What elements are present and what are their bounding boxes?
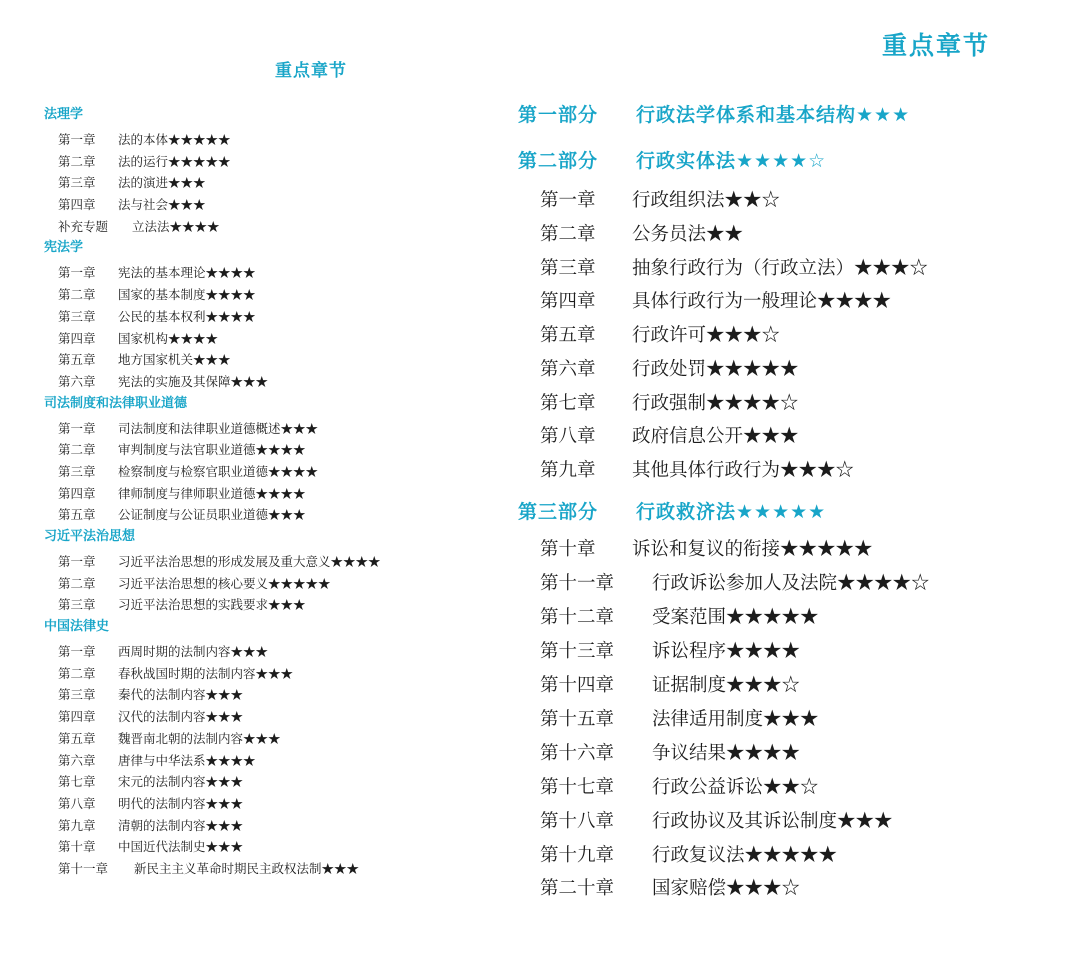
chapter-title: 公民的基本权利★★★★: [118, 308, 256, 324]
right-page-title: 重点章节: [881, 31, 990, 60]
list-item: [44, 418, 504, 440]
list-item: [540, 387, 799, 421]
chapter-title: 国家的基本制度★★★★: [118, 287, 256, 303]
list-item: [540, 353, 799, 387]
list-item: [44, 439, 504, 461]
chapter-title: 法律适用制度★★★: [652, 709, 819, 730]
list-item: [44, 328, 504, 350]
list-item: [44, 750, 504, 772]
list-item: [540, 184, 780, 218]
list-item: [44, 836, 504, 858]
list-item: [44, 504, 504, 526]
chapter-number: 第五章: [58, 507, 96, 523]
chapter-title: 法的演进★★★: [118, 175, 206, 191]
chapter-title: 宋元的法制内容★★★: [118, 774, 244, 790]
chapter-title: 抽象行政行为（行政立法）★★★☆: [632, 258, 929, 279]
chapter-number: 第二章: [58, 665, 96, 681]
chapter-title: 行政复议法★★★★★: [652, 845, 838, 866]
chapter-number: 第三章: [58, 687, 96, 703]
list-item: [44, 349, 504, 371]
list-item: [44, 262, 504, 284]
list-item: [540, 669, 800, 703]
part-heading-3: [518, 497, 826, 524]
section-items-xi-rule-of-law: [44, 551, 504, 616]
section-items-constitution: [44, 262, 504, 392]
part-title: 行政实体法★★★★☆: [636, 150, 827, 172]
chapter-number: 第三章: [58, 597, 96, 613]
chapter-title: 公证制度与公证员职业道德★★★: [118, 507, 306, 523]
chapter-title: 诉讼程序★★★★: [652, 641, 801, 662]
list-item: [44, 793, 504, 815]
list-item: [44, 306, 504, 328]
list-item: [44, 284, 504, 306]
chapter-title: 国家赔偿★★★☆: [652, 878, 801, 899]
chapter-title: 审判制度与法官职业道德★★★★: [118, 442, 306, 458]
chapter-number: 第一章: [58, 420, 96, 436]
section-heading-chinese-legal-history: 中国法律史: [44, 619, 110, 635]
list-item: [44, 641, 504, 663]
section-items-jurisprudence: [44, 129, 504, 237]
chapter-number: 第二章: [58, 575, 96, 591]
chapter-number: 第二章: [540, 224, 596, 245]
chapter-number: 第十七章: [540, 777, 615, 798]
chapter-number: 第三章: [540, 258, 596, 279]
list-item: [44, 706, 504, 728]
chapter-title: 具体行政行为一般理论★★★★: [632, 291, 892, 312]
chapter-title: 公务员法★★: [632, 224, 744, 245]
chapter-title: 行政公益诉讼★★☆: [652, 777, 819, 798]
chapter-title: 秦代的法制内容★★★: [118, 687, 244, 703]
list-item: [540, 533, 873, 567]
chapter-number: 第二章: [58, 442, 96, 458]
chapter-number: 补充专题: [58, 218, 109, 234]
section-heading-xi-rule-of-law: 习近平法治思想: [44, 529, 136, 544]
chapter-number: 第十三章: [540, 641, 615, 662]
chapter-title: 法的运行★★★★★: [118, 153, 231, 169]
list-item: [540, 839, 837, 873]
section-items-chinese-legal-history: [44, 641, 504, 880]
list-item: [44, 151, 504, 173]
chapter-number: 第十四章: [540, 675, 615, 696]
chapter-title: 行政协议及其诉讼制度★★★: [652, 811, 893, 832]
list-item: [44, 858, 504, 880]
list-item: [44, 216, 504, 238]
chapter-title: 政府信息公开★★★: [632, 426, 799, 447]
chapter-number: 第十章: [58, 839, 96, 855]
chapter-title: 其他具体行政行为★★★☆: [632, 460, 855, 481]
chapter-title: 新民主主义革命时期民主政权法制★★★: [134, 860, 360, 876]
list-item: [540, 805, 893, 839]
chapter-number: 第十一章: [540, 573, 615, 594]
part-heading-1: [518, 100, 910, 127]
chapter-number: 第九章: [540, 460, 596, 481]
chapter-title: 明代的法制内容★★★: [118, 795, 244, 811]
list-item: [44, 172, 504, 194]
chapter-number: 第三章: [58, 175, 96, 191]
list-item: [44, 194, 504, 216]
part-heading-2: [518, 146, 826, 173]
chapter-number: 第二十章: [540, 878, 615, 899]
chapter-number: 第九章: [58, 817, 96, 833]
list-item: [44, 771, 504, 793]
chapter-title: 宪法的基本理论★★★★: [118, 265, 256, 281]
list-item: [540, 872, 800, 906]
chapter-title: 证据制度★★★☆: [652, 675, 801, 696]
chapter-number: 第一章: [58, 644, 96, 660]
chapter-number: 第四章: [58, 330, 96, 346]
left-page: [0, 0, 510, 966]
chapter-number: 第四章: [58, 485, 96, 501]
chapter-number: 第二章: [58, 287, 96, 303]
list-item: [540, 420, 799, 454]
chapter-number: 第三章: [58, 308, 96, 324]
chapter-number: 第十六章: [540, 743, 615, 764]
chapter-number: 第八章: [540, 426, 596, 447]
chapter-number: 第十九章: [540, 845, 615, 866]
section-items-judicial-system: [44, 418, 504, 526]
chapter-title: 习近平法治思想的核心要义★★★★★: [118, 575, 331, 591]
part-title: 行政救济法★★★★★: [636, 501, 827, 523]
list-item: [540, 601, 819, 635]
chapter-title: 清朝的法制内容★★★: [118, 817, 244, 833]
list-item: [44, 728, 504, 750]
chapter-title: 行政处罚★★★★★: [632, 359, 799, 380]
list-item: [540, 635, 800, 669]
chapter-number: 第四章: [58, 709, 96, 725]
chapter-title: 法的本体★★★★★: [118, 132, 231, 147]
list-item: [44, 371, 504, 393]
list-item: [540, 454, 854, 488]
list-item: [540, 703, 819, 737]
chapter-title: 唐律与中华法系★★★★: [118, 752, 256, 768]
section-heading-judicial-system: 司法制度和法律职业道德: [44, 395, 188, 411]
list-item: [44, 129, 504, 151]
chapter-title: 习近平法治思想的形成发展及重大意义★★★★: [118, 554, 381, 569]
chapter-number: 第五章: [540, 325, 596, 346]
chapter-number: 第十五章: [540, 709, 615, 730]
chapter-number: 第八章: [58, 795, 96, 811]
chapter-number: 第二章: [58, 153, 96, 169]
chapter-number: 第七章: [540, 393, 596, 414]
list-item: [44, 663, 504, 685]
chapter-title: 立法法★★★★: [132, 218, 220, 234]
list-item: [540, 218, 743, 252]
chapter-number: 第七章: [58, 774, 96, 790]
section-heading-constitution: 宪法学: [44, 240, 84, 256]
list-item: [44, 594, 504, 616]
section-heading-jurisprudence: 法理学: [44, 107, 84, 122]
chapter-title: 争议结果★★★★: [652, 743, 801, 764]
chapter-title: 诉讼和复议的衔接★★★★★: [632, 539, 873, 560]
list-item: [44, 573, 504, 595]
chapter-title: 行政组织法★★☆: [632, 190, 781, 211]
left-outline: [44, 104, 504, 880]
part-number: 第三部分: [518, 501, 599, 523]
chapter-title: 行政许可★★★☆: [632, 325, 781, 346]
chapter-title: 行政强制★★★★☆: [632, 393, 799, 414]
part-number: 第一部分: [518, 104, 599, 126]
list-item: [44, 684, 504, 706]
chapter-title: 地方国家机关★★★: [118, 352, 231, 368]
chapter-number: 第四章: [58, 197, 96, 213]
chapter-number: 第六章: [540, 359, 596, 380]
chapter-title: 西周时期的法制内容★★★: [118, 644, 269, 660]
chapter-number: 第一章: [58, 265, 96, 281]
chapter-number: 第一章: [58, 554, 96, 569]
list-item: [44, 483, 504, 505]
chapter-number: 第六章: [58, 752, 96, 768]
list-item: [44, 551, 504, 573]
chapter-number: 第十一章: [58, 860, 109, 876]
chapter-title: 中国近代法制史★★★: [118, 839, 244, 855]
chapter-title: 习近平法治思想的实践要求★★★: [118, 597, 306, 613]
part-title: 行政法学体系和基本结构★★★: [636, 104, 911, 126]
right-page: [510, 0, 1080, 966]
chapter-number: 第五章: [58, 352, 96, 368]
list-item: [540, 252, 928, 286]
left-page-title: 重点章节: [275, 61, 347, 81]
chapter-title: 受案范围★★★★★: [652, 607, 819, 628]
chapter-title: 司法制度和法律职业道德概述★★★: [118, 420, 319, 436]
chapter-title: 行政诉讼参加人及法院★★★★☆: [652, 573, 930, 594]
list-item: [540, 319, 780, 353]
chapter-title: 律师制度与律师职业道德★★★★: [118, 485, 306, 501]
chapter-number: 第一章: [540, 190, 596, 211]
list-item: [540, 285, 891, 319]
chapter-title: 检察制度与检察官职业道德★★★★: [118, 463, 319, 479]
chapter-number: 第三章: [58, 463, 96, 479]
chapter-number: 第十章: [540, 539, 596, 560]
chapter-title: 春秋战国时期的法制内容★★★: [118, 665, 294, 681]
chapter-number: 第一章: [58, 132, 96, 147]
chapter-title: 法与社会★★★: [118, 197, 206, 213]
chapter-number: 第五章: [58, 730, 96, 746]
list-item: [540, 737, 800, 771]
chapter-number: 第四章: [540, 291, 596, 312]
chapter-title: 魏晋南北朝的法制内容★★★: [118, 730, 281, 746]
list-item: [540, 771, 819, 805]
chapter-number: 第十二章: [540, 607, 615, 628]
chapter-title: 国家机构★★★★: [118, 330, 219, 346]
chapter-title: 汉代的法制内容★★★: [118, 709, 244, 725]
list-item: [44, 461, 504, 483]
list-item: [540, 567, 930, 601]
chapter-number: 第十八章: [540, 811, 615, 832]
list-item: [44, 815, 504, 837]
chapter-number: 第六章: [58, 373, 96, 389]
chapter-title: 宪法的实施及其保障★★★: [118, 373, 269, 389]
part-number: 第二部分: [518, 150, 599, 172]
